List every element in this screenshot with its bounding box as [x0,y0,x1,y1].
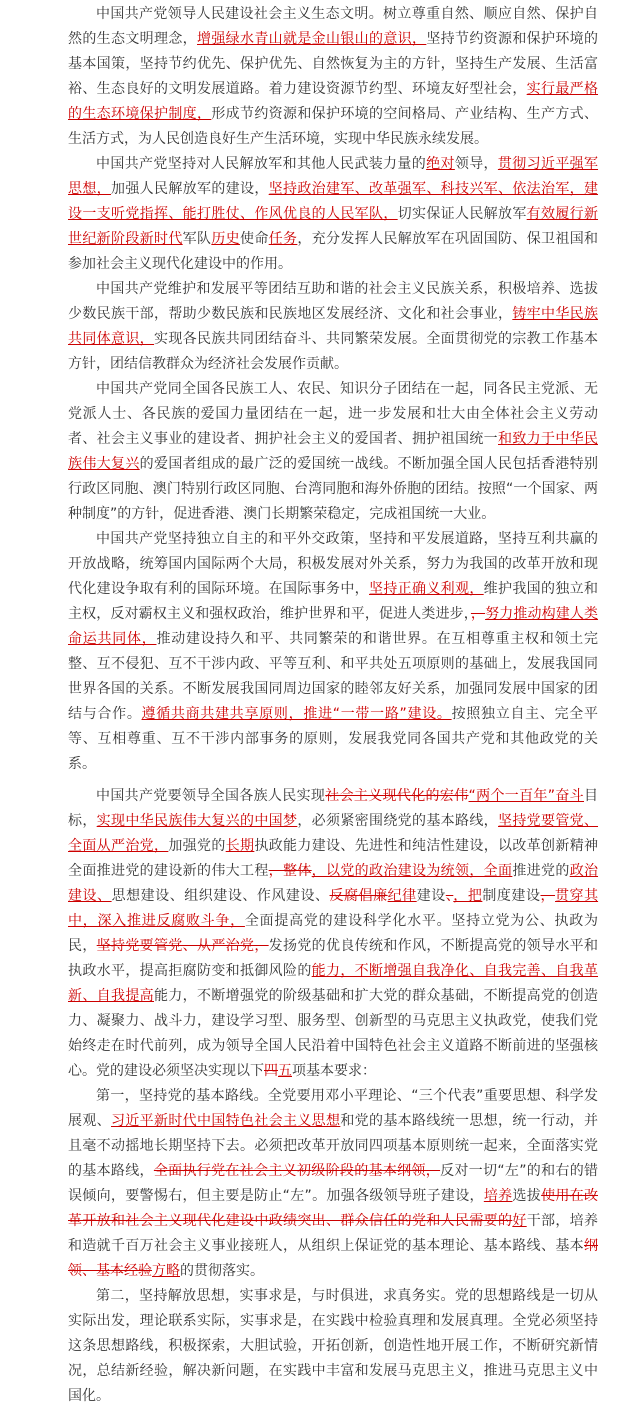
body-text: 选拔 [512,1188,542,1204]
body-text: 使命 [240,231,269,247]
inserted-text: 绝对 [426,156,455,172]
body-text: 领导， [454,156,498,172]
inserted-text: 任务 [268,231,298,247]
body-text: 加强党的 [168,838,226,854]
inserted-text: 坚持党要管党、全面从严治党， [68,813,599,854]
body-text: 第一，坚持党的基本路线。全党要用邓小平理论、“三个代表”重要思想、科学发展观、 [68,1088,598,1129]
inserted-text: 增强绿水青山就是金山银山的意识， [197,31,427,47]
body-text: 中国共产党领导人民建设社会主义生态文明。树立尊重自然、顺应自然、保护自然的生态文明理念， [68,6,598,47]
deleted-text: 社会主义现代化的宏伟 [325,788,469,804]
body-text: 实现各民族共同团结奋斗、共同繁荣发展。全面贯彻党的宗教工作基本方针，团结信教群众为经济社会发展作贡献。 [68,331,598,372]
inserted-text: ，以党的政治建设为统领，全面 [311,863,513,879]
body-text: 目标， [68,788,598,829]
body-text: 制度建设 [482,888,541,904]
inserted-text: 和致力于中华民族伟大复兴 [68,431,598,472]
paragraph-requirement-two [68,1284,598,1409]
inserted-text: “两个一百年”奋斗 [468,788,584,804]
paragraph-requirement-one [68,1084,598,1284]
deleted-text: 四 [264,1063,278,1079]
body-text: 加强人民解放军的建设， [111,181,269,197]
inserted-text: 培养 [483,1188,513,1204]
body-text: 干部，培养和造就千百万社会主义事业接班人，从组织上保证党的基本理论、基本路线、基本 [68,1213,599,1254]
deleted-text: 、 [445,888,454,904]
inserted-text: 努力推动构建人类命运共同体， [68,606,599,647]
deleted-text: 全面执行党在社会主义初级阶段的基本纲领， [153,1163,441,1179]
inserted-text: 纪律 [387,888,417,904]
body-text: 军队 [182,231,212,247]
paragraph-party-building [68,784,598,1084]
body-text: 中国共产党维护和发展平等团结互助和谐的社会主义民族关系，积极培养、选拔少数民族干部，帮助少数民族和民族地区发展经济、文化和社会事业， [68,281,598,322]
body-text: 中国共产党同全国各民族工人、农民、知识分子团结在一起，同各民主党派、无党派人士、各民族的爱国力量团结在一起，进一步发展和壮大由全体社会主义劳动者、社会主义事业的建设者、拥护社会主义的爱国者、拥护祖国统一 [68,381,598,447]
body-text: 的爱国者组成的最广泛的爱国统一战线。不断加强全国人民包括香港特别行政区同胞、澳门特别行政区同胞、台湾同胞和海外侨胞的团结。按照“一个国家、两种制度”的方针，促进香港、澳门长期繁荣稳定，完成祖国统一大业。 [68,456,599,522]
deleted-text: 反腐倡廉 [329,888,388,904]
paragraph-military-leadership [68,152,598,277]
inserted-text: 方略 [152,1263,180,1279]
deleted-text: ， [470,606,486,622]
body-text: 项基本要求： [292,1063,376,1079]
inserted-text: 铸牢中华民族共同体意识， [68,306,599,347]
paragraph-ecological-civilization [68,2,598,152]
deleted-text: 纲领、基本经验 [68,1238,598,1279]
body-text: 思想建设、组织建设、作风建设、 [111,888,330,904]
body-text: 中国共产党要领导全国各族人民实现 [96,788,326,804]
inserted-text: ，把 [453,888,483,904]
inserted-text: 习近平新时代中国特色社会主义思想 [111,1113,341,1129]
body-text: 推进党的 [512,863,570,879]
inserted-text: 遵循共商共建共享原则，推进“一带一路”建设。 [141,706,452,722]
body-text: 维护我国的独立和主权，反对霸权主义和强权政治，维护世界和平，促进人类进步， [68,581,599,622]
body-text: 全面提高党的建设科学化水平。坚持立党为公、执政为民， [68,913,599,954]
body-text: 中国共产党坚持对人民解放军和其他人民武装力量的 [96,156,427,172]
inserted-text: 好 [512,1213,527,1229]
body-text: 按照独立自主、完全平等、互相尊重、互不干涉内部事务的原则，发展我党同各国共产党和其他政党的关系。 [68,706,598,772]
inserted-text: 政治建设、 [68,863,599,904]
inserted-text: 历史 [211,231,241,247]
body-text: 推动建设持久和平、共同繁荣的和谐世界。在互相尊重主权和领土完整、互不侵犯、互不干涉内政、平等互利、和平共处五项原则的基础上，发展我国同世界各国的关系。不断发展我国同周边国家的睦邻友好关系，加强同发展中国家的团结与合作。 [68,631,599,722]
inserted-text: 能力，不断增强自我净化、自我完善、自我革新、自我提高 [68,963,599,1004]
body-text: 能力，不断增强党的阶级基础和扩大党的群众基础，不断提高党的创造力、凝聚力、战斗力，建设学习型、服务型、创新型的马克思主义执政党，使我们党始终走在时代前列，成为领导全国人民沿着中国特色社会主义道路不断前进的坚强核心。党的建设必须坚决实现以下 [68,988,598,1079]
body-text: 坚持节约资源和保护环境的基本国策，坚持节约优先、保护优先、自然恢复为主的方针，坚持生产发展、生活富裕、生态良好的文明发展道路。着力建设资源节约型、环境友好型社会， [68,31,599,97]
paragraph-united-front [68,377,598,527]
body-text: 执政能力建设、先进性和纯洁性建设，以改革创新精神全面推进党的建设新的伟大工程 [68,838,599,879]
body-text: 的贯彻落实。 [180,1263,264,1279]
deleted-text: ， [540,888,556,904]
inserted-text: 贯彻习近平强军思想， [68,156,599,197]
paragraph-ethnic-relations [68,277,598,377]
inserted-text: 坚持正确义利观， [369,581,484,597]
body-text: 第二，坚持解放思想，实事求是，与时俱进，求真务实。党的思想路线是一切从实际出发，理论联系实际，实事求是，在实践中检验真理和发展真理。全党必须坚持这条思想路线，积极探索，大胆试验，开拓创新，创造性地开展工作，不断研究新情况，总结新经验，解决新问题，在实践中丰富和发展马克思主义，推进马克思主义中国化。 [68,1288,598,1404]
inserted-text: 五 [278,1063,292,1079]
body-text: ，必须紧密围绕党的基本路线， [297,813,499,829]
deleted-text: ，整体 [268,863,312,879]
body-text: 反对一切“左”的和右的错误倾向，要警惕右，但主要是防止“左”。加强各级领导班子建设， [68,1163,599,1204]
body-text: ，充分发挥人民解放军在巩固国防、保卫祖国和参加社会主义现代化建设中的作用。 [68,231,599,272]
inserted-text: 实行最严格的生态环境保护制度， [68,81,599,122]
body-text: 形成节约资源和保护环境的空间格局、产业结构、生产方式、生活方式，为人民创造良好生产生活环境，实现中华民族永续发展。 [68,106,599,147]
paragraph-foreign-policy [68,527,598,777]
body-text: 中国共产党坚持独立自主的和平外交政策，坚持和平发展道路，坚持互利共赢的开放战略，统筹国内国际两个大局，积极发展对外关系，努力为我国的改革开放和现代化建设争取有利的国际环境。在国际事务中， [68,531,598,597]
inserted-text: 有效履行新世纪新阶段新时代 [68,206,599,247]
inserted-text: 实现中华民族伟大复兴的中国梦 [96,813,298,829]
body-text: 切实保证人民解放军 [397,206,527,222]
paragraph-spacer [68,777,598,784]
inserted-text: 长期 [225,838,255,854]
deleted-text: 使用在改革开放和社会主义现代化建设中政绩突出、群众信任的党和人民需要的 [68,1188,599,1229]
deleted-text: 坚持党要管党、从严治党， [96,938,269,954]
inserted-text: 贯穿其中，深入推进反腐败斗争， [68,888,599,929]
inserted-text: 坚持政治建军、改革强军、科技兴军、依法治军，建设一支听党指挥、能打胜仗、作风优良的人民军队， [68,181,599,222]
body-text: 发扬党的优良传统和作风，不断提高党的领导水平和执政水平，提高拒腐防变和抵御风险的 [68,938,599,979]
body-text: 和党的基本路线统一思想，统一行动，并且毫不动摇地长期坚持下去。必须把改革开放同四项基本原则统一起来，全面落实党的基本路线， [68,1113,599,1179]
body-text: 建设 [416,888,446,904]
